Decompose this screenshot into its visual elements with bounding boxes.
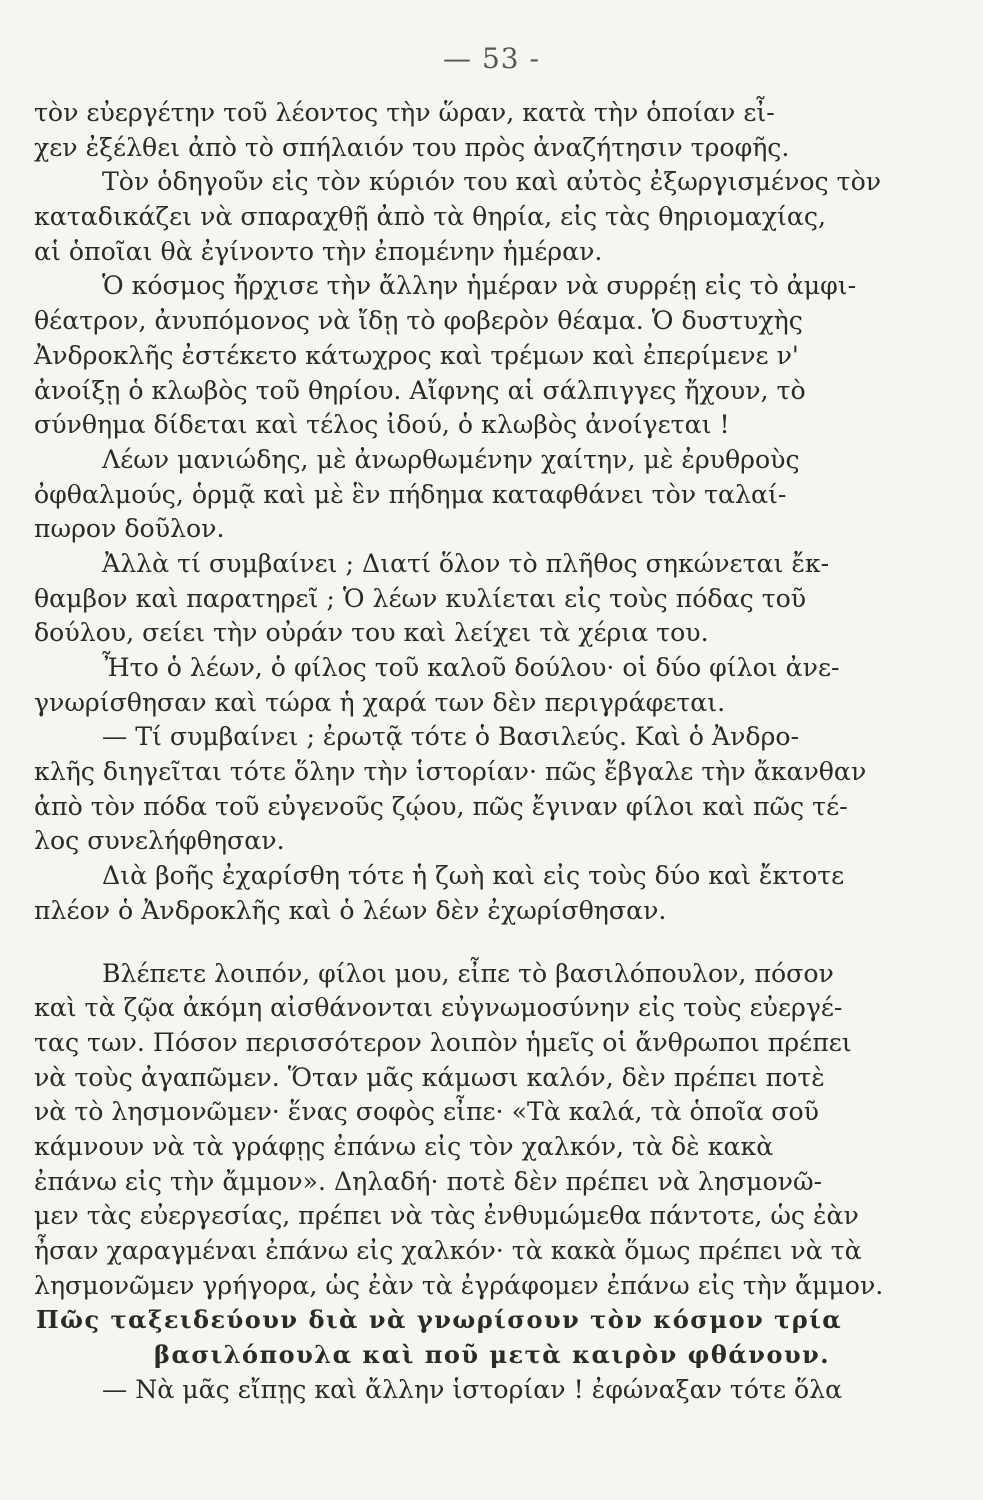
text-line: μεν τὰς εὐεργεσίας, πρέπει νὰ τὰς ἐνθυμώμεθα πάντοτε, ὡς ἐὰν bbox=[34, 1201, 859, 1231]
text-line: Ἀλλὰ τί συμβαίνει ; Διατί ὅλον τὸ πλῆθος σηκώνεται ἔκ- bbox=[102, 548, 830, 578]
text-line: Λέων μανιώδης, μὲ ἀνωρθωμένην χαίτην, μὲ ἐρυθροὺς bbox=[102, 444, 800, 474]
text-line: λος συνελήφθησαν. bbox=[34, 826, 285, 856]
text-line: πλέον ὁ Ἀνδροκλῆς καὶ ὁ λέων δὲν ἐχωρίσθησαν. bbox=[34, 895, 667, 925]
text-line: — Νὰ μᾶς εἴπῃς καὶ ἄλλην ἱστορίαν ! ἐφώναξαν τότε ὅλα bbox=[102, 1374, 843, 1404]
text-line: σύνθημα δίδεται καὶ τέλος ἰδού, ὁ κλωβὸς ἀνοίγεται ! bbox=[34, 410, 730, 440]
text-line: τὸν εὐεργέτην τοῦ λέοντος τὴν ὥραν, κατὰ τὴν ὁποίαν εἶ- bbox=[34, 98, 775, 127]
heading-line: Πῶς ταξειδεύουν διὰ νὰ γνωρίσουν τὸν κόσμον τρία bbox=[36, 1305, 843, 1335]
text-line: τας των. Πόσον περισσότερον λοιπὸν ἡμεῖς οἱ ἄνθρωποι πρέπει bbox=[34, 1027, 852, 1057]
text-line: — Τί συμβαίνει ; ἐρωτᾷ τότε ὁ Βασιλεύς. Καὶ ὁ Ἀνδρο- bbox=[102, 722, 800, 752]
text-line: Τὸν ὁδηγοῦν εἰς τὸν κύριόν του καὶ αὐτὸς ἐξωργισμένος τὸν bbox=[102, 167, 882, 197]
text-line: ἦσαν χαραγμέναι ἐπάνω εἰς χαλκόν· τὰ κακὰ ὅμως πρέπει νὰ τὰ bbox=[34, 1236, 862, 1265]
paragraph-1 bbox=[34, 96, 896, 929]
text-line: νὰ τὸ λησμονῶμεν· ἕνας σοφὸς εἶπε· «Τὰ καλά, τὰ ὁποῖα σοῦ bbox=[34, 1097, 819, 1127]
text-line: κάμνουν νὰ τὰ γράφῃς ἐπάνω εἰς τὸν χαλκόν, τὰ δὲ κακὰ bbox=[34, 1131, 774, 1161]
text-line: λησμονῶμεν γρήγορα, ὡς ἐὰν τὰ ἐγράφομεν ἐπάνω εἰς τὴν ἄμμον. bbox=[34, 1270, 884, 1300]
text-line: γνωρίσθησαν καὶ τώρα ἡ χαρά των δὲν περιγράφεται. bbox=[34, 687, 726, 717]
text-line: ἐπάνω εἰς τὴν ἄμμον». Δηλαδή· ποτὲ δὲν πρέπει νὰ λησμονῶ- bbox=[34, 1166, 823, 1196]
heading-line: βασιλόπουλα καὶ ποῦ μετὰ καιρὸν φθάνουν. bbox=[154, 1340, 831, 1370]
text-line: πωρον δοῦλον. bbox=[34, 514, 225, 544]
paragraph-3 bbox=[34, 1373, 896, 1408]
text-line: θαμβον καὶ παρατηρεῖ ; Ὁ λέων κυλίεται εἰς τοὺς πόδας τοῦ bbox=[34, 583, 807, 613]
text-line: καὶ τὰ ζῷα ἀκόμη αἰσθάνονται εὐγνωμοσύνην εἰς τοὺς εὐεργέ- bbox=[34, 993, 843, 1023]
text-line: Βλέπετε λοιπόν, φίλοι μου, εἶπε τὸ βασιλόπουλον, πόσον bbox=[102, 958, 834, 988]
text-line: Ὁ κόσμος ἤρχισε τὴν ἄλλην ἡμέραν νὰ συρρέῃ εἰς τὸ ἀμφι- bbox=[102, 271, 857, 301]
text-line: θέατρον, ἀνυπόμονος νὰ ἴδῃ τὸ φοβερὸν θέαμα. Ὁ δυστυχὴς bbox=[34, 306, 803, 336]
text-line: δούλου, σείει τὴν οὐράν του καὶ λείχει τὰ χέρια του. bbox=[34, 618, 709, 648]
text-line: Διὰ βοῆς ἐχαρίσθη τότε ἡ ζωὴ καὶ εἰς τοὺς δύο καὶ ἔκτοτε bbox=[102, 861, 845, 891]
paragraph-2 bbox=[34, 957, 896, 1304]
page-number: — 53 - bbox=[443, 42, 540, 75]
text-line: Ἀνδροκλῆς ἐστέκετο κάτωχρος καὶ τρέμων καὶ ἐπερίμενε ν' bbox=[34, 340, 799, 370]
text-line: καταδικάζει νὰ σπαραχθῇ ἀπὸ τὰ θηρία, εἰς τὰς θηριομαχίας, bbox=[34, 202, 826, 232]
text-line: ἀνοίξῃ ὁ κλωβὸς τοῦ θηρίου. Αἴφνης αἱ σάλπιγγες ἤχουν, τὸ bbox=[34, 375, 806, 405]
text-line: ἀπὸ τὸν πόδα τοῦ εὐγενοῦς ζῴου, πῶς ἔγιναν φίλοι καὶ πῶς τέ- bbox=[34, 791, 848, 821]
text-line: Ἦτο ὁ λέων, ὁ φίλος τοῦ καλοῦ δούλου· οἱ δύο φίλοι ἀνε- bbox=[102, 653, 840, 682]
text-line: χεν ἐξέλθει ἀπὸ τὸ σπήλαιόν του πρὸς ἀναζήτησιν τροφῆς. bbox=[34, 132, 790, 162]
text-line: ὀφθαλμούς, ὁρμᾷ καὶ μὲ ἓν πήδημα καταφθάνει τὸν ταλαί- bbox=[34, 479, 787, 509]
text-line: νὰ τοὺς ἀγαπῶμεν. Ὅταν μᾶς κάμωσι καλόν, δὲν πρέπει ποτὲ bbox=[34, 1062, 825, 1092]
section-heading bbox=[34, 1303, 896, 1372]
text-line: αἱ ὁποῖαι θὰ ἐγίνοντο τὴν ἐπομένην ἡμέραν. bbox=[34, 236, 603, 266]
page-text bbox=[34, 96, 896, 1407]
text-line: κλῆς διηγεῖται τότε ὅλην τὴν ἱστορίαν· πῶς ἔβγαλε τὴν ἄκανθαν bbox=[34, 757, 867, 787]
